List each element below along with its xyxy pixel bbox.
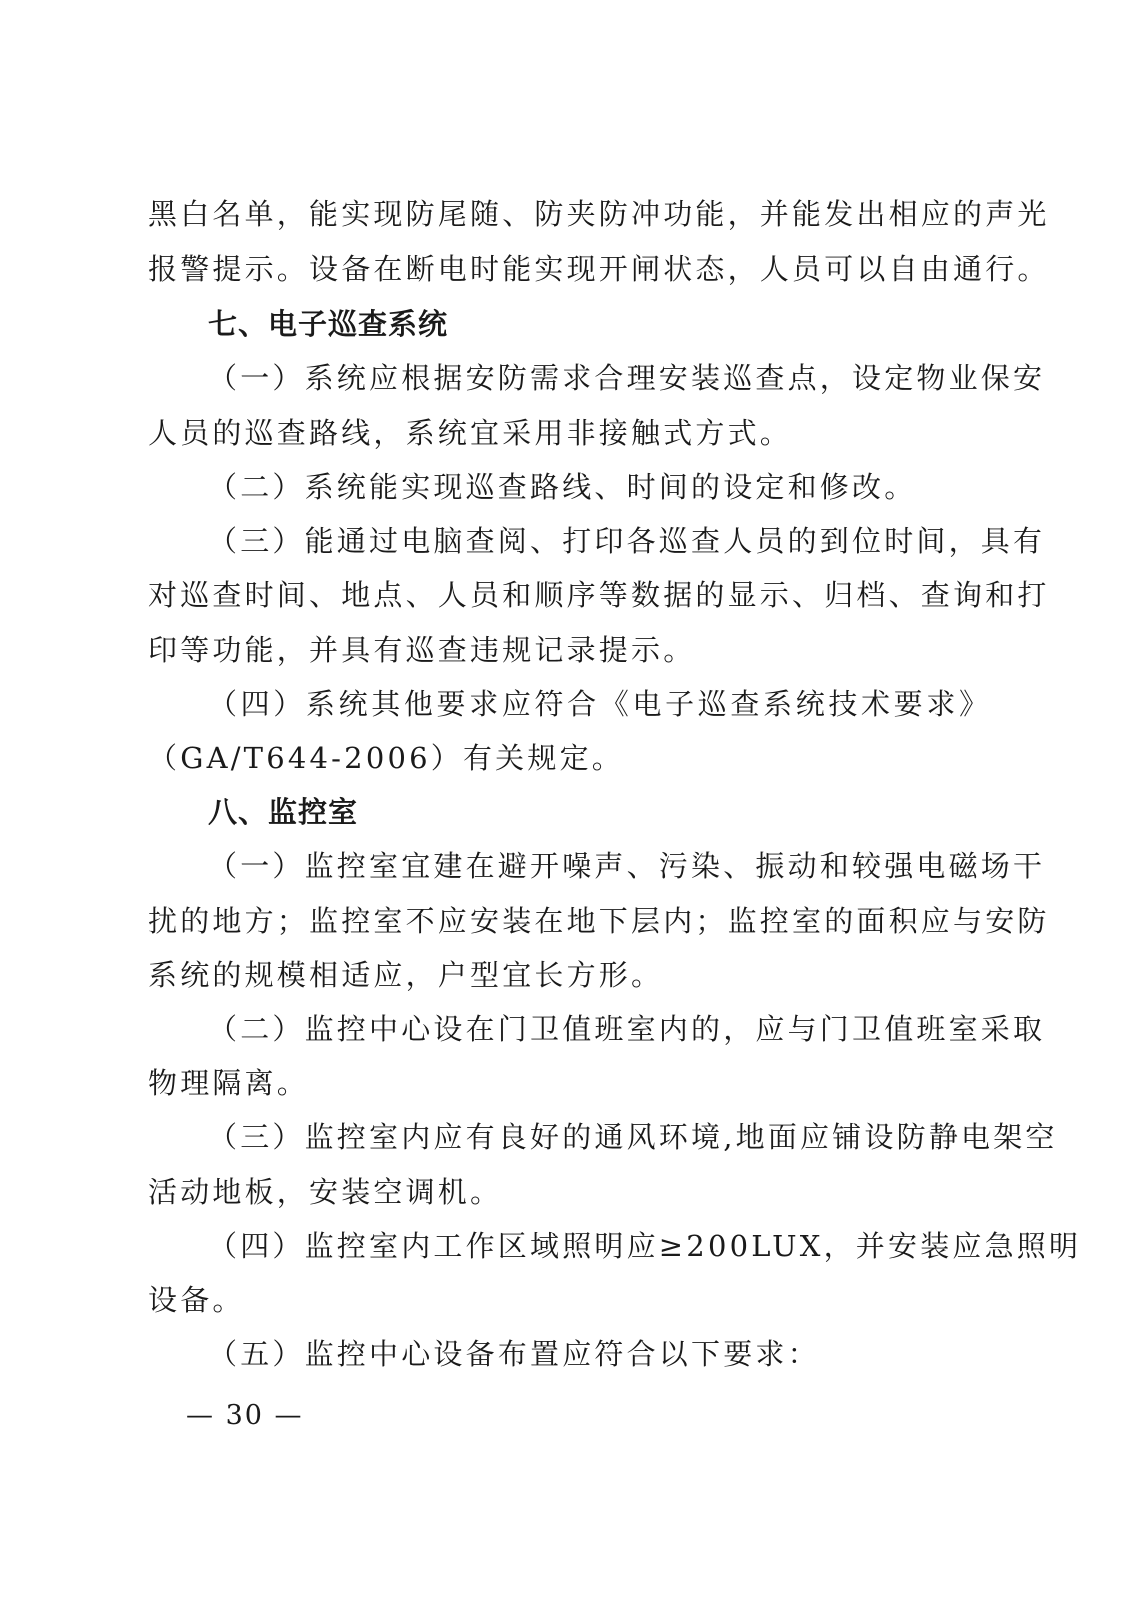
section-heading-monitoring-room: 八、监控室 [208, 795, 359, 829]
body-text-line: 黑白名单，能实现防尾随、防夹防冲功能，并能发出相应的声光 [148, 197, 1050, 231]
body-text-line: （二）监控中心设在门卫值班室内的，应与门卫值班室采取 [208, 1012, 1046, 1046]
section-heading-electronic-patrol: 七、电子巡查系统 [208, 307, 449, 341]
body-text-line: 系统的规模相适应，户型宜长方形。 [148, 958, 664, 992]
body-text-line: 印等功能，并具有巡查违规记录提示。 [148, 633, 696, 667]
body-text-line: 人员的巡查路线，系统宜采用非接触式方式。 [148, 416, 793, 450]
body-text-line: （一）监控室宜建在避开噪声、污染、振动和较强电磁场干 [208, 849, 1046, 883]
body-text-line: 活动地板，安装空调机。 [148, 1175, 503, 1209]
body-text-line: （GA/T644-2006）有关规定。 [148, 741, 624, 775]
body-text-line: （一）系统应根据安防需求合理安装巡查点，设定物业保安 [208, 361, 1046, 395]
body-text-line: （四）系统其他要求应符合《电子巡查系统技术要求》 [208, 687, 988, 721]
body-text-line: （五）监控中心设备布置应符合以下要求： [208, 1337, 820, 1371]
body-text-line: 报警提示。设备在断电时能实现开闸状态，人员可以自由通行。 [148, 252, 1050, 286]
body-text-line: （二）系统能实现巡查路线、时间的设定和修改。 [208, 470, 917, 504]
page-number: — 30 — [186, 1400, 304, 1431]
body-text-line: 扰的地方；监控室不应安装在地下层内；监控室的面积应与安防 [148, 904, 1050, 938]
body-text-line: 设备。 [148, 1283, 245, 1317]
body-text-line: 物理隔离。 [148, 1066, 310, 1100]
body-text-line: （四）监控室内工作区域照明应≥200LUX，并安装应急照明 [208, 1229, 1082, 1263]
body-text-line: （三）监控室内应有良好的通风环境,地面应铺设防静电架空 [208, 1120, 1058, 1154]
body-text-line: （三）能通过电脑查阅、打印各巡查人员的到位时间，具有 [208, 524, 1046, 558]
body-text-line: 对巡查时间、地点、人员和顺序等数据的显示、归档、查询和打 [148, 578, 1050, 612]
